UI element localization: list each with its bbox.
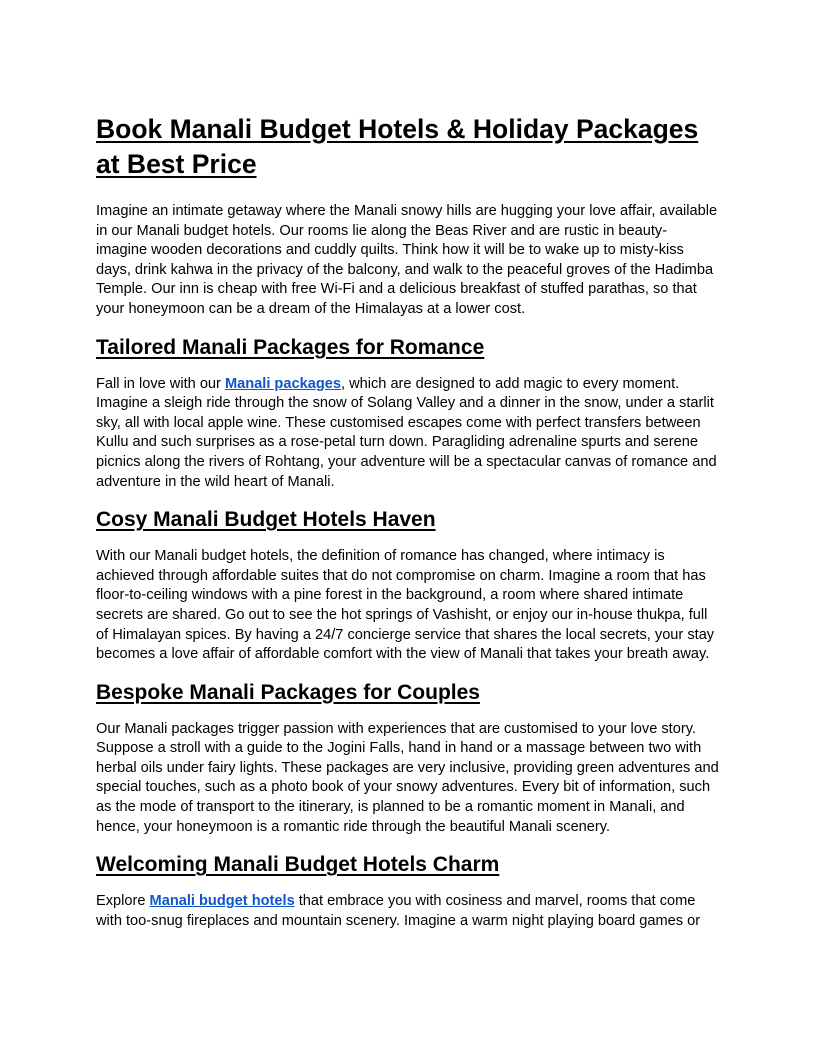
section-paragraph-charm bbox=[96, 892, 722, 931]
manali-budget-hotels-link[interactable]: Manali budget hotels bbox=[149, 893, 295, 910]
paragraph-text: , which are designed to add magic to every moment. Imagine a sleigh ride through the snow of Solang Valley and a dinner in the snow, under a starlit sky, all with local apple wine. These customised escapes come with perfect transfers between Kullu and such surprises as a rose-petal turn down. Paragliding adrenaline spurts and serene picnics along the rivers of Rohtang, your adventure will be a spectacular canvas of romance and adventure in the wild heart of Manali. bbox=[96, 375, 717, 490]
section-heading-charm: Welcoming Manali Budget Hotels Charm bbox=[96, 853, 500, 877]
paragraph-text: that embrace you with cosiness and marvel, rooms that come with too-snug fireplaces and mountain scenery. Imagine a warm night playing board games or bbox=[96, 893, 701, 929]
section-heading-budget-hotels: Cosy Manali Budget Hotels Haven bbox=[96, 508, 436, 532]
section-paragraph-budget-hotels: With our Manali budget hotels, the definition of romance has changed, where intimacy is achieved through affordable suites that do not compromise on charm. Imagine a room that has floor-to-ceiling windows with a pine forest in the background, a room where shared intimate secrets are shared. Go out to see the hot springs of Vashisht, or enjoy our in-house thukpa, full of Himalayan spices. By having a 24/7 concierge service that shares the local secrets, your stay becomes a love affair of affordable comfort with the view of Manali that takes your breath away. bbox=[96, 548, 715, 663]
intro-paragraph: Imagine an intimate getaway where the Manali snowy hills are hugging your love affair, available in our Manali budget hotels. Our rooms lie along the Beas River and are rustic in beauty- imagine wooden decorations and cuddly quilts. Think how it will be to wake up to misty-kiss days, drink kahwa in the privacy of the balcony, and walk to the peaceful groves of the Hadimba Temple. Our inn is cheap with free Wi-Fi and a delicious breakfast of stuffed parathas, so that your honeymoon can be a dream of the Himalayas at a lower cost. bbox=[96, 203, 718, 317]
paragraph-text: Fall in love with our bbox=[96, 375, 225, 392]
section-heading-romance: Tailored Manali Packages for Romance bbox=[96, 335, 485, 359]
paragraph-text: Explore bbox=[96, 893, 150, 910]
section-paragraph-romance bbox=[96, 375, 722, 493]
page-title: Book Manali Budget Hotels & Holiday Packages at Best Price bbox=[96, 114, 699, 179]
section-heading-couples: Bespoke Manali Packages for Couples bbox=[96, 680, 480, 704]
document-page bbox=[96, 112, 722, 945]
manali-packages-link[interactable]: Manali packages bbox=[224, 375, 341, 392]
section-paragraph-couples: Our Manali packages trigger passion with experiences that are customised to your love story. Suppose a stroll with a guide to the Jogini Falls, hand in hand or a massage between two with herbal oils under fairy lights. These packages are very inclusive, providing green adventures and special touches, such as a photo book of your snowy adventures. Every bit of information, such as the mode of transport to the itinerary, is planned to be a romantic moment in Manali, and hence, your honeymoon is a romantic ride through the beautiful Manali scenery. bbox=[96, 720, 719, 835]
